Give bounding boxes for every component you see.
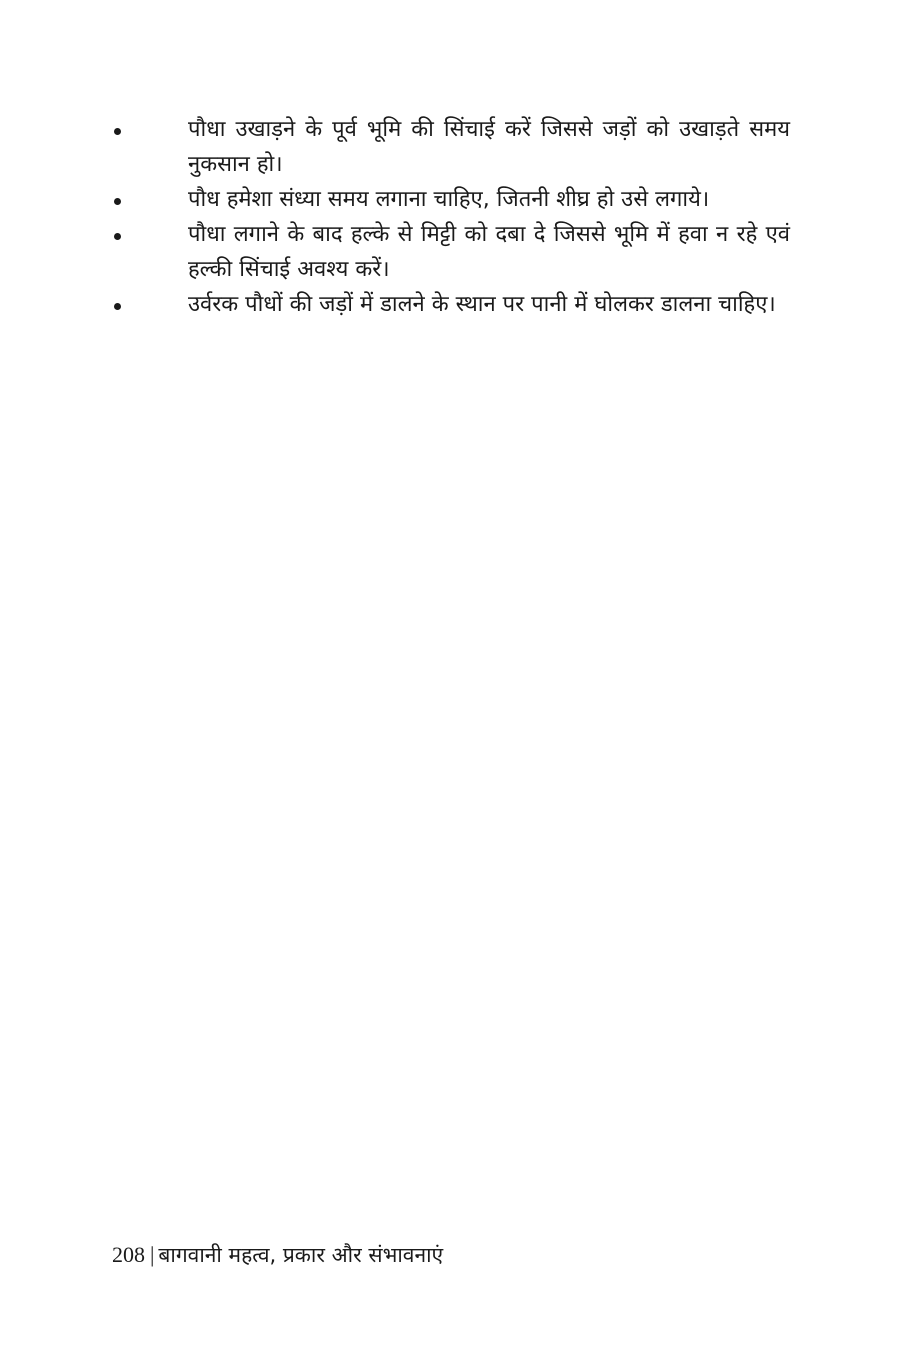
book-title: बागवानी महत्व, प्रकार और संभावनाएं [158, 1243, 444, 1267]
bullet-icon [114, 303, 121, 310]
page-number: 208 [112, 1242, 145, 1267]
list-item [110, 217, 790, 287]
bullet-icon [114, 128, 121, 135]
list-item-text: पौधा उखाड़ने के पूर्व भूमि की सिंचाई करें जिससे जड़ों को उखाड़ते समय नुकसान हो। [188, 117, 790, 177]
list-item-text: उर्वरक पौधों की जड़ों में डालने के स्थान पर पानी में घोलकर डालना चाहिए। [188, 292, 776, 317]
list-item-text: पौध हमेशा संध्या समय लगाना चाहिए, जितनी शीघ्र हो उसे लगाये। [188, 187, 710, 212]
list-item [110, 287, 790, 322]
footer-separator: | [150, 1242, 155, 1267]
list-item [110, 112, 790, 182]
list-item-text: पौधा लगाने के बाद हल्के से मिट्टी को दबा दे जिससे भूमि में हवा न रहे एवं हल्की सिंचाई अवश्य करें। [188, 222, 790, 282]
bullet-icon [114, 198, 121, 205]
list-item [110, 182, 790, 217]
bullet-list [110, 112, 790, 322]
page-footer [112, 1240, 443, 1270]
bullet-icon [114, 233, 121, 240]
